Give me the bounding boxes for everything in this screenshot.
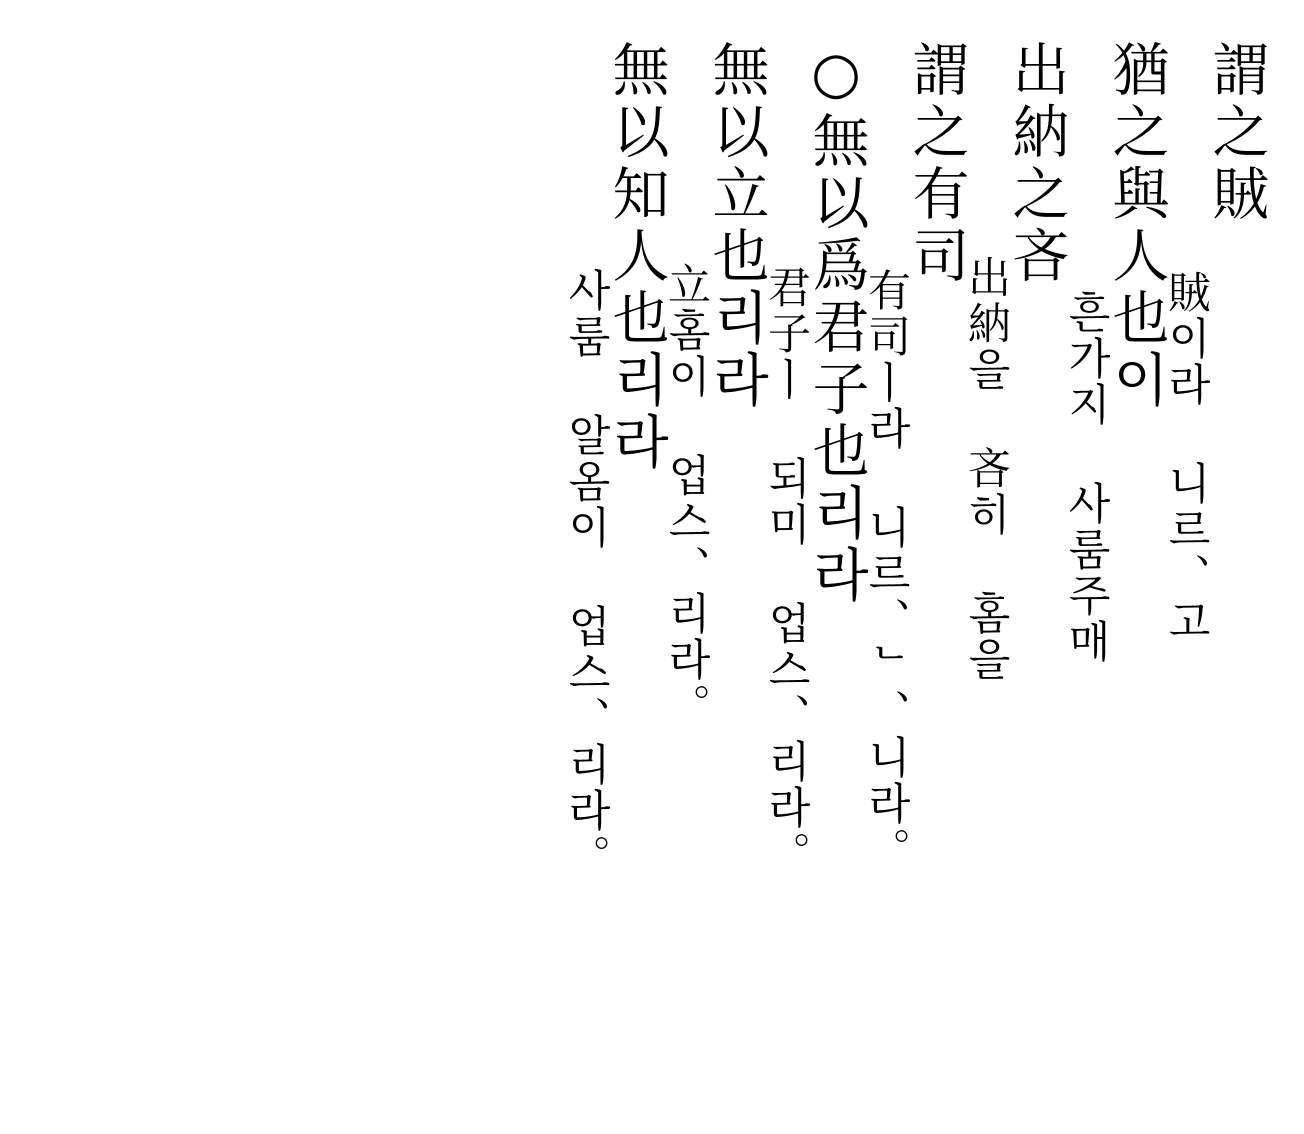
text-column-5 [761,40,869,877]
column-7-main-text: 無以知人也리라 [603,40,669,474]
column-4-gloss-text: 有司ㅣ라 니르、ᄂ、니라。 [861,268,911,873]
column-6-main-text: 無以立也리라 [703,40,769,412]
text-column-7 [561,40,669,880]
text-column-3 [961,40,1069,683]
column-3-main-text: 出納之吝 [1003,40,1069,288]
column-3-gloss-text: 出納을 吝히 홈을 [961,255,1011,683]
text-column-4 [861,40,969,873]
column-5-main-text: ○無以爲君子也리라 [803,40,869,607]
column-1-main-text: 謂之賊 [1203,40,1269,226]
column-5-gloss-text: 君子ㅣ 되미 업스、리라。 [761,265,811,877]
column-2-gloss-text: 흔가지 사룸주매 [1061,290,1111,665]
text-column-1 [1161,40,1269,645]
column-7-gloss-text: 사룸 알옴이 업스、리라。 [561,268,611,880]
column-6-gloss-text: 立홈이 업스、리라。 [661,262,711,729]
text-column-6 [661,40,769,729]
column-2-main-text: 猶之與人也이 [1103,40,1169,412]
column-1-gloss-text: 賊이라 니르、고 [1161,270,1211,645]
column-4-main-text: 謂之有司 [903,40,969,288]
text-column-2 [1061,40,1169,665]
